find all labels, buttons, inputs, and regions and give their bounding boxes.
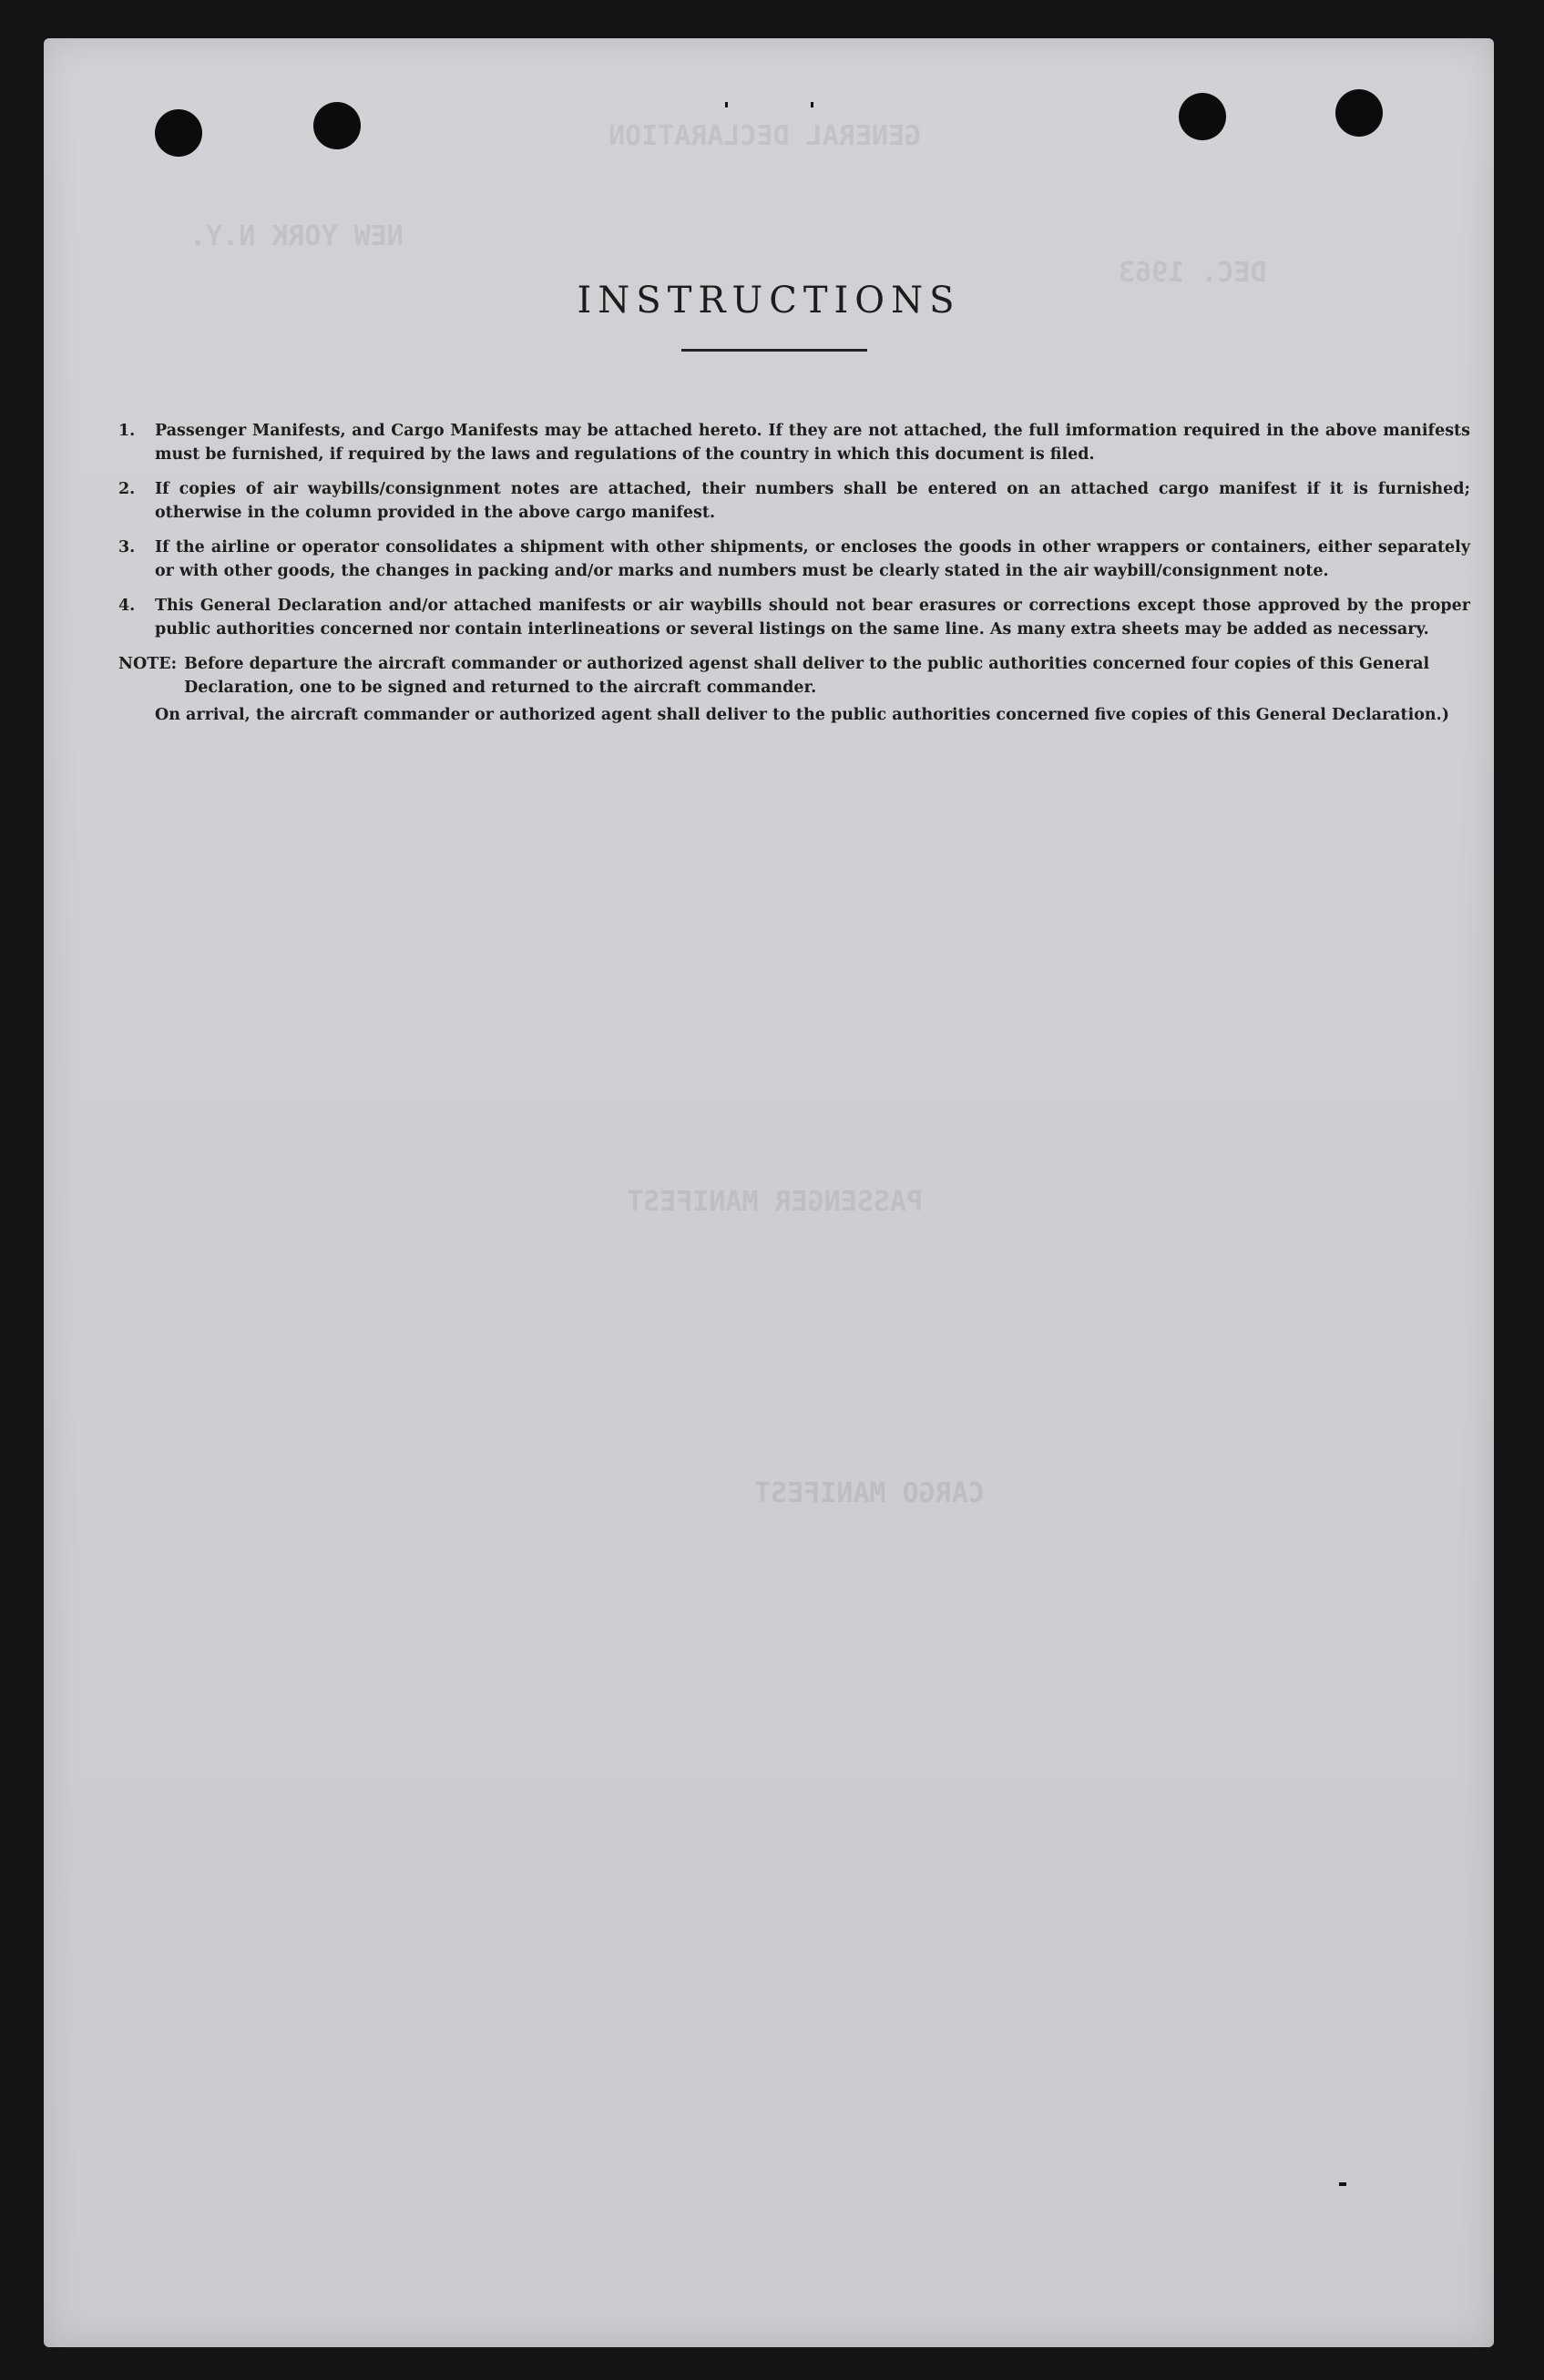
item-text: Passenger Manifests, and Cargo Manifests may be attached hereto. If they are not attached, the full imformation required in the above manifests must be furnished, if required by the laws and regulations of the country in which this document is filed. [155,422,1470,464]
punch-hole-left-1 [155,109,202,157]
bleed-through-text: PASSENGER MANIFEST [627,1186,924,1218]
note-text: Before departure the aircraft commander or authorized agenst shall deliver to the public authorities concerned four copies of this General Declaration, one to be signed and returned to the aircraft commander. [184,655,1430,697]
item-number: 1. [118,422,136,440]
bleed-through-text: DEC. 1963 [1119,257,1267,289]
ink-speck [811,102,813,107]
ink-speck [725,102,728,107]
instruction-item [118,419,1470,466]
punch-hole-right-1 [1179,93,1226,140]
bleed-through-text: CARGO MANIFEST [754,1477,985,1509]
bleed-through-text: NEW YORK N.Y. [189,220,404,252]
item-number: 2. [118,480,136,498]
page-title: INSTRUCTIONS [577,280,961,322]
title-underline [681,349,867,352]
item-number: 4. [118,597,136,615]
document-page [44,38,1494,2347]
item-text: If the airline or operator consolidates a shipment with other shipments, or encloses the goods in other wrappers or containers, either separately or with other goods, the changes in packing and/or marks and numbers must be clearly stated in the air waybill/consignment note. [155,538,1470,580]
punch-hole-left-2 [313,102,361,149]
instruction-item [118,536,1470,583]
instructions-list [118,419,1470,727]
note-arrival-text: On arrival, the aircraft commander or authorized agent shall deliver to the public authorities concerned five copies of this General Declaration.) [155,706,1450,724]
instruction-item [118,477,1470,525]
ink-speck [1339,2182,1346,2186]
item-number: 3. [118,538,136,557]
bleed-through-text: GENERAL DECLARATION [608,120,922,152]
item-text: This General Declaration and/or attached manifests or air waybills should not bear erasures or corrections except those approved by the proper public authorities concerned nor contain interlineations or several listings on the same line. As many extra sheets may be added as necessary. [155,597,1470,638]
punch-hole-right-2 [1335,89,1383,137]
note-label: NOTE: [118,655,178,673]
note-block [118,652,1470,700]
instruction-item [118,594,1470,641]
item-text: If copies of air waybills/consignment notes are attached, their numbers shall be entered on an attached cargo manifest if it is furnished; otherwise in the column provided in the above cargo manifest. [155,480,1470,522]
